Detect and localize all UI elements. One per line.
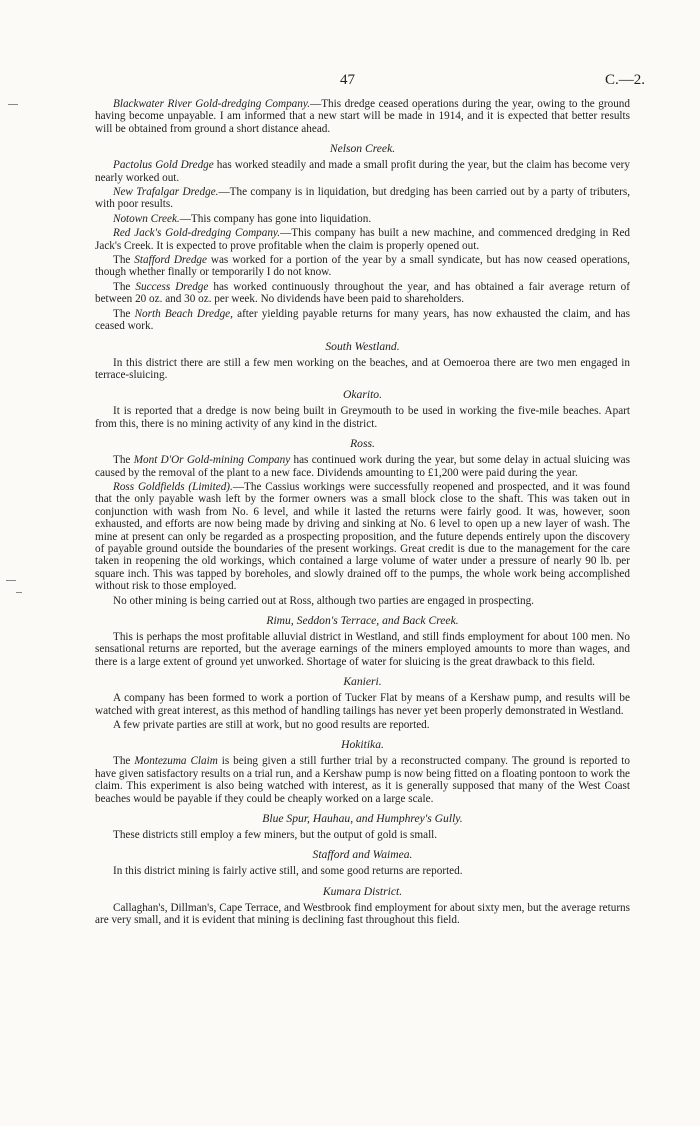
company-name: Notown Creek.	[113, 212, 180, 225]
paragraph	[95, 692, 630, 717]
paragraph-text: Callaghan's, Dillman's, Cape Terrace, and Westbrook find employment for about sixty men, but the average returns are very small, and it is evident that mining is declining fast throughout this field.	[95, 901, 630, 927]
report-body	[95, 98, 630, 929]
paragraph	[95, 227, 630, 252]
paragraph-text: —The company is in liquidation, but dredging has been carried out by a party of tributers, with poor results.	[95, 186, 630, 211]
section-heading: South Westland.	[325, 339, 400, 353]
paragraph-text: has worked continuously throughout the year, and has obtained a fair average return of between 20 oz. and 30 oz. per week. No dividends have been paid to shareholders.	[95, 280, 630, 306]
paragraph-prefix: The	[113, 280, 136, 293]
paragraph	[95, 357, 630, 382]
paragraph-text: —This company has built a new machine, and commenced dredging in Red Jack's Creek. It is expected to prove profitable when the claim is properly opened out.	[95, 227, 630, 252]
paragraph-text: —The Cassius workings were successfully reopened and prospected, and it was found that the only payable wash left by the former owners was a small block close to the shaft. This was taken out in conjunction with wash from No. 6 level, and while it lasted the returns were fairly good. It was, however, soon exhausted, and efforts are now being made by driving and sinking at No. 6 level to open up a new layer of wash. The mine at present can only be regarded as a prospecting proposition, and the future depends entirely upon the discovery of payable ground outside the boundaries of the present workings. Great credit is due to the management for the care taken in reopening the old workings, which contained a large volume of water under a pressure of nearly 90 lb. per square inch. This was tapped by boreholes, and slowly drained off to the pumps, the whole work being accomplished without risk to those employed.	[95, 480, 630, 593]
paragraph-text: In this district mining is fairly active still, and some good returns are reported.	[113, 865, 463, 878]
section-heading: Stafford and Waimea.	[312, 848, 413, 862]
paragraph	[95, 213, 630, 225]
paragraph-text: No other mining is being carried out at Ross, although two parties are engaged in prospecting.	[113, 594, 534, 607]
paragraph-text: is being given a still further trial by a reconstructed company. The ground is reported to have given satisfactory results on a trial run, and a Kershaw pump is now being fitted on a floating pontoon to work the claim. This experiment is also being watched with interest, as it is generally supposed that many of the West Coast beaches would be payable if they could be cheaply worked on a large scale.	[95, 755, 630, 805]
paragraph-text: It is reported that a dredge is now being built in Greymouth to be used in working the five-mile beaches. Apart from this, there is no mining activity of any kind in the district.	[95, 405, 630, 430]
page-number: 47	[340, 72, 355, 88]
company-name: Stafford Dredge	[134, 254, 207, 267]
paragraph-text: was worked for a portion of the year by a small syndicate, but has now ceased operations, though whether finally or temporarily I do not know.	[95, 254, 630, 279]
margin-mark	[16, 592, 22, 593]
paragraph	[95, 308, 630, 333]
margin-mark	[8, 104, 18, 105]
company-name: Pactolus Gold Dredge	[113, 159, 214, 172]
paragraph	[95, 719, 630, 731]
paragraph	[95, 281, 630, 306]
paragraph-text: These districts still employ a few miners, but the output of gold is small.	[113, 829, 438, 842]
paragraph-text: has worked steadily and made a small profit during the year, but the claim has become very nearly worked out.	[95, 159, 630, 184]
document-reference: C.—2.	[604, 72, 645, 88]
margin-mark	[6, 580, 16, 581]
paragraph	[95, 865, 630, 877]
paragraph-text: A few private parties are still at work, but no good results are reported.	[113, 719, 430, 732]
paragraph	[95, 829, 630, 841]
section-heading: Kumara District.	[322, 884, 403, 898]
paragraph-prefix: The	[113, 454, 134, 467]
section-heading: Blue Spur, Hauhau, and Humphrey's Gully.	[262, 812, 463, 826]
section-heading: Kanieri.	[343, 675, 382, 689]
section-heading: Hokitika.	[341, 738, 384, 752]
paragraph-prefix: The	[113, 755, 135, 768]
paragraph-text: has continued work during the year, but some delay in actual sluicing was caused by the removal of the plant to a new face. Dividends amounting to £1,200 were paid during the year.	[95, 454, 630, 479]
company-name: Success Dredge	[135, 280, 209, 293]
paragraph-text: In this district there are still a few men working on the beaches, and at Oemoeroa there are two men engaged in terrace-sluicing.	[95, 356, 630, 381]
paragraph	[95, 755, 630, 805]
paragraph	[95, 405, 630, 430]
section-heading: Ross.	[350, 437, 375, 451]
paragraph-text: —This dredge ceased operations during the year, owing to the ground having become unpayable. I am informed that a new start will be made in 1914, and it is expected that better results will be obtained from ground a short distance ahead.	[95, 98, 630, 135]
company-name: Mont D'Or Gold-mining Company	[133, 454, 291, 467]
paragraph	[95, 454, 630, 479]
paragraph	[95, 159, 630, 184]
paragraph-text: This is perhaps the most profitable alluvial district in Westland, and still finds employment for about 100 men. No sensational returns are reported, but the average earnings of the miners employed amounts to more than wages, and there is a large extent of ground yet unworked. Shortage of water for sluicing is the great drawback to this field.	[95, 631, 630, 668]
section-heading: Okarito.	[343, 388, 382, 402]
paragraph	[95, 631, 630, 668]
company-name: Montezuma Claim	[134, 755, 218, 768]
section-heading: Nelson Creek.	[329, 142, 396, 156]
paragraph	[95, 481, 630, 593]
paragraph-prefix: The	[113, 254, 135, 267]
company-name: North Beach Dredge,	[134, 307, 233, 320]
company-name: Ross Goldfields (Limited).	[113, 480, 233, 493]
paragraph-text: —This company has gone into liquidation.	[179, 212, 372, 225]
page-header	[0, 72, 700, 92]
company-name: New Trafalgar Dredge.	[113, 186, 219, 199]
paragraph-prefix: The	[113, 307, 135, 320]
paragraph	[95, 595, 630, 607]
section-heading: Rimu, Seddon's Terrace, and Back Creek.	[266, 614, 459, 627]
company-name: Red Jack's Gold-dredging Company.	[113, 227, 281, 240]
paragraph	[95, 98, 630, 135]
paragraph-text: A company has been formed to work a portion of Tucker Flat by means of a Kershaw pump, and results will be watched with great interest, as this method of handling tailings has never yet been properly demonstrated in Westland.	[95, 692, 630, 717]
company-name: Blackwater River Gold-dredging Company.	[113, 98, 310, 110]
paragraph-text: after yielding payable returns for many years, has now exhausted the claim, and has ceased work.	[95, 307, 630, 333]
paragraph	[95, 902, 630, 927]
paragraph	[95, 186, 630, 211]
paragraph	[95, 254, 630, 279]
